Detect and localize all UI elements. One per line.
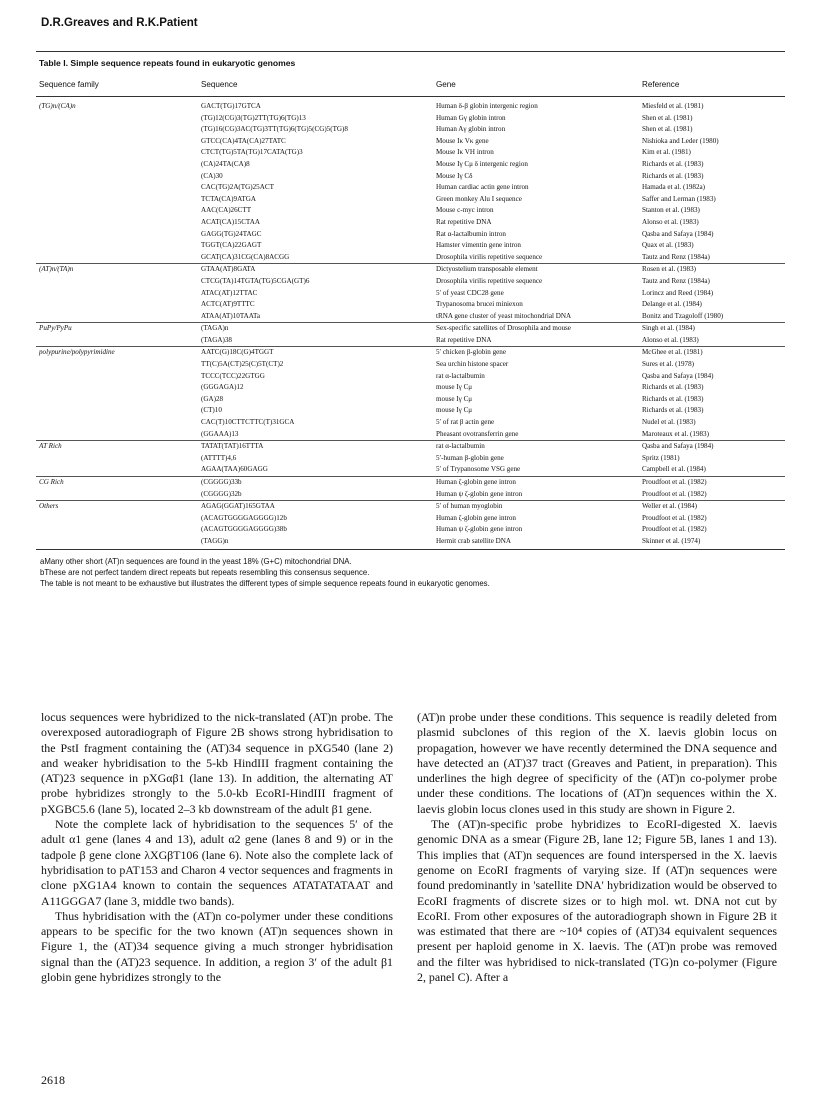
table-cell-gene: Mouse Iγ Cδ	[436, 171, 473, 180]
table-cell-gene: Hermit crab satellite DNA	[436, 536, 512, 545]
table-cell-reference: Proudfoot et al. (1982)	[642, 513, 707, 522]
table-cell-sequence: (CGGGG)32b	[201, 489, 242, 498]
table-cell-family	[36, 299, 198, 311]
table-row	[36, 240, 785, 252]
table-cell-reference: Lorincz and Reed (1984)	[642, 288, 714, 297]
paragraph: Thus hybridisation with the (AT)n co-polymer under these conditions appears to be specific for the two known (AT)n sequences shown in Figure 1, the (AT)34 sequence giving a much stronger hybridisation signal than the (AT)23 sequence. In addition, a region 3′ of the adult β1 globin gene hybridizes strongly to the	[41, 908, 393, 985]
table-cell-family	[36, 136, 198, 148]
table-cell-sequence: TGGT(CA)22GAGT	[201, 241, 262, 250]
table-cell-gene: Human Aγ globin intron	[436, 125, 506, 134]
table-cell-sequence: AGAG(GGAT)165GTAA	[198, 501, 433, 513]
paragraph: locus sequences were hybridized to the nick-translated (AT)n probe. The overexposed autoradiograph of Figure 2B shows strong hybridisation to the PstI fragment containing the (AT)34 sequence in pXG540 (lane 2) and weaker hybridisation to the 5-kb HindIII fragment containing the (AT)23 sequence in pXGαβ1 (lane 13). In addition, the alternating AT probe hybridizes strongly to the 5.0-kb EcoRI-HindIII fragment of pXGBC5.6 (lane 5), located 2–3 kb downstream of the adult β1 gene.	[41, 710, 393, 816]
table-cell-family	[36, 359, 198, 371]
table-cell-family	[36, 229, 198, 241]
table-cell-sequence: TCCC(TCC)22GTGG	[201, 371, 265, 380]
table-cell-reference: Tautz and Renz (1984a)	[642, 276, 710, 285]
table-cell-gene: rat α-lactalbumin	[436, 371, 485, 380]
table-cell-reference: Proudfoot et al. (1982)	[639, 477, 785, 489]
repeats-table	[36, 75, 785, 548]
table-cell-gene: Rat repetitive DNA	[436, 335, 492, 344]
table-cell-family	[36, 311, 198, 323]
paragraph: The (AT)n-specific probe hybridizes to EcoRI-digested X. laevis genomic DNA as a smear (Figure 2B, lane 12; Figure 5B, lanes 1 and 13). This implies that (AT)n sequences are found interspersed in the X. laevis genome on EcoRI fragments of varying size. If (AT)n sequences were found predominantly in 'satellite DNA' hybridization would be observed to EcoRI fragments of discrete sizes or to high mol. wt. DNA not cut by EcoRI. From other exposures of the autoradiograph shown in Figure 2B it was estimated that there are ~10⁴ copies of (AT)34 equivalent sequences present per haploid genome in X. laevis. The (AT)n probe was removed and the filter was hybridised to nick-translated (TG)n co-polymer (Figure 2, panel C). After a	[417, 817, 777, 985]
table-cell-sequence: GTCC(CA)4TA(CA)27TATC	[201, 136, 286, 145]
table-row	[36, 171, 785, 183]
table-cell-gene: Drosophila virilis repetitive sequence	[436, 252, 543, 261]
table-row	[36, 264, 785, 276]
table-cell-family: (AT)n/(TA)n	[36, 264, 198, 276]
table-cell-family	[36, 513, 198, 525]
table-row	[36, 323, 785, 335]
table-cell-sequence: ACAT(CA)15CTAA	[201, 217, 260, 226]
footnote-b: bThese are not perfect tandem direct repeats but repeats resembling this consensus sequence.	[40, 567, 370, 577]
table-cell-reference: Quax et al. (1983)	[642, 241, 694, 250]
table-row	[36, 252, 785, 264]
paragraph: (AT)n probe under these conditions. This sequence is readily deleted from plasmid subclones of this region of the X. laevis globin locus on propagation, however we have recently determined the DNA sequence and have detected an (AT)37 tract (Greaves and Patient, in preparation). This underlines the high degree of specificity of the (AT)n co-polymer probe under these conditions. The locations of (AT)n sequences within the X. laevis globin locus clones used in this study are shown in Figure 2.	[417, 710, 777, 816]
table-row	[36, 147, 785, 159]
table-cell-reference: Proudfoot et al. (1982)	[642, 525, 707, 534]
table-cell-gene: Sex-specific satellites of Drosophila and mouse	[433, 323, 639, 335]
table-row	[36, 124, 785, 136]
table-cell-family	[36, 171, 198, 183]
table-cell-gene: Drosophila virilis repetitive sequence	[436, 276, 543, 285]
table-cell-sequence: TT(C)5A(CT)25(C)5T(CT)2	[201, 360, 284, 369]
table-cell-sequence: GCAT(CA)31CG(CA)8ACGG	[201, 252, 290, 261]
table-cell-gene: 5′ of Trypanosome VSG gene	[436, 465, 521, 474]
table-cell-family	[36, 371, 198, 383]
table-cell-reference: Spritz (1981)	[642, 453, 680, 462]
table-cell-sequence: GAGG(TG)24TAGC	[201, 229, 262, 238]
body-column-left	[41, 710, 393, 985]
table-cell-family	[36, 288, 198, 300]
table-caption: Table I. Simple sequence repeats found in eukaryotic genomes	[39, 58, 296, 68]
table-cell-family	[36, 524, 198, 536]
table-cell-family	[36, 194, 198, 206]
table-cell-reference: Nudel et al. (1983)	[642, 418, 696, 427]
body-column-right	[417, 710, 777, 985]
table-cell-family	[36, 464, 198, 476]
table-cell-sequence: (ACAGTGGGGAGGGG)38b	[201, 525, 287, 534]
table-cell-family	[36, 394, 198, 406]
table-cell-reference: Singh et al. (1984)	[639, 323, 785, 335]
table-cell-reference: Richards et al. (1983)	[642, 394, 704, 403]
table-row	[36, 182, 785, 194]
table-row	[36, 97, 785, 113]
table-cell-gene: 5′ chicken β-globin gene	[433, 347, 639, 359]
table-cell-sequence: (CA)24TA(CA)8	[201, 159, 250, 168]
table-row	[36, 501, 785, 513]
table-cell-sequence: (GGAAA)13	[201, 429, 239, 438]
table-cell-sequence: (ATTTT)4,6	[201, 453, 237, 462]
table-cell-sequence: AAC(CA)26CTT	[201, 206, 252, 215]
table-cell-family	[36, 182, 198, 194]
table-cell-gene: Pheasant ovotransferrin gene	[436, 429, 519, 438]
table-cell-sequence: (TAGA)38	[201, 335, 232, 344]
table-cell-sequence: (CA)30	[201, 171, 223, 180]
column-header: Sequence	[198, 75, 433, 97]
table-cell-family	[36, 240, 198, 252]
table-cell-family: CG Rich	[36, 477, 198, 489]
table-row	[36, 299, 785, 311]
table-cell-gene: 5′ of rat β actin gene	[436, 418, 495, 427]
table-cell-gene: Human cardiac actin gene intron	[436, 183, 529, 192]
table-cell-sequence: (CT)10	[201, 406, 222, 415]
table-cell-reference: Campbell et al. (1984)	[642, 465, 706, 474]
table-cell-sequence: (TAGG)n	[201, 536, 229, 545]
table-cell-gene: Human ζ-globin gene intron	[433, 477, 639, 489]
table-cell-sequence: CAC(T)10CTTCTTC(T)31GCA	[201, 418, 295, 427]
table-cell-reference: Rosen et al. (1983)	[639, 264, 785, 276]
table-row	[36, 382, 785, 394]
table-cell-gene: rat α-lactalbumin	[433, 441, 639, 453]
table-cell-gene: Dictyostelium transposable element	[433, 264, 639, 276]
table-cell-reference: Proudfoot et al. (1982)	[642, 489, 707, 498]
table-cell-family	[36, 453, 198, 465]
running-header: D.R.Greaves and R.K.Patient	[41, 17, 198, 29]
table-cell-sequence: (CGGGG)33b	[198, 477, 433, 489]
table-cell-gene: tRNA gene cluster of yeast mitochondrial DNA	[436, 311, 572, 320]
table-row	[36, 429, 785, 441]
table-row	[36, 464, 785, 476]
table-row	[36, 347, 785, 359]
table-cell-reference: Nishioka and Leder (1980)	[642, 136, 719, 145]
table-cell-sequence: CTCT(TG)5TA(TG)17CATA(TG)3	[201, 148, 303, 157]
table-cell-reference: Weller et al. (1984)	[639, 501, 785, 513]
table-footnotes	[36, 550, 785, 589]
table-cell-family	[36, 217, 198, 229]
table-cell-sequence: (TG)12(CG)3(TG)2TT(TG)6(TG)13	[201, 113, 306, 122]
table-row	[36, 489, 785, 501]
table-cell-reference: Richards et al. (1983)	[642, 171, 704, 180]
table-cell-reference: Alonso et al. (1983)	[642, 335, 699, 344]
table-row	[36, 288, 785, 300]
table-cell-sequence: AATC(G)18C(G)4TGGT	[198, 347, 433, 359]
table-cell-gene: Green monkey Alu I sequence	[436, 194, 522, 203]
table-cell-family	[36, 276, 198, 288]
table-row	[36, 394, 785, 406]
table-row	[36, 513, 785, 525]
table-cell-sequence: (TAGA)n	[198, 323, 433, 335]
table-cell-gene: Human ψ ζ-globin gene intron	[436, 489, 523, 498]
table-cell-reference: Stanton et al. (1983)	[642, 206, 700, 215]
table-1	[36, 51, 785, 589]
table-cell-family	[36, 252, 198, 264]
table-cell-reference: Shen et al. (1981)	[642, 113, 693, 122]
table-cell-family	[36, 429, 198, 441]
table-row	[36, 136, 785, 148]
paragraph: Note the complete lack of hybridisation to the sequences 5′ of the adult α1 gene (lanes 4 and 13), adult α2 gene (lanes 8 and 9) or in the tadpole β gene clone λXGβT106 (lane 6). Note also the complete lack of hybridisation to pAT153 and Charon 4 vector sequences and fragments in clone pXG1A4 known to contain the sequences ATATATATAAT and A11GGGA7 (lane 3, middle two bands).	[41, 817, 393, 908]
table-cell-gene: Rat α-lactalbumin intron	[436, 229, 506, 238]
table-header-row	[36, 75, 785, 97]
table-cell-family: polypurine/polypyrimidine	[36, 347, 198, 359]
table-cell-gene: Human ζ-globin gene intron	[436, 513, 516, 522]
table-row	[36, 276, 785, 288]
table-cell-sequence: ATAA(AT)10TAATa	[201, 311, 261, 320]
table-cell-reference: Qasba and Safaya (1984)	[642, 371, 714, 380]
table-cell-reference: Hamada et al. (1982a)	[642, 183, 706, 192]
table-cell-family	[36, 405, 198, 417]
table-cell-reference: Kim et al. (1981)	[642, 148, 691, 157]
table-row	[36, 417, 785, 429]
table-cell-family	[36, 147, 198, 159]
table-cell-reference: Skinner et al. (1974)	[642, 536, 701, 545]
table-cell-family	[36, 335, 198, 347]
table-cell-sequence: GACT(TG)17GTCA	[201, 102, 261, 110]
table-cell-gene: mouse Iγ Cμ	[436, 383, 473, 392]
footnote-note: The table is not meant to be exhaustive but illustrates the different types of simple sequence repeats found in eukaryotic genomes.	[40, 578, 490, 588]
table-cell-gene: mouse Iγ Cμ	[436, 406, 473, 415]
table-cell-sequence: CAC(TG)2A(TG)25ACT	[201, 183, 274, 192]
table-cell-gene: 5′ of yeast CDC28 gene	[436, 288, 504, 297]
table-row	[36, 524, 785, 536]
table-cell-gene: mouse Iγ Cμ	[436, 394, 473, 403]
table-row	[36, 359, 785, 371]
table-row	[36, 205, 785, 217]
table-cell-gene: Mouse Iκ VH intron	[436, 148, 494, 157]
table-cell-family	[36, 536, 198, 548]
table-cell-reference: Richards et al. (1983)	[642, 159, 704, 168]
table-cell-reference: Sures et al. (1978)	[642, 360, 695, 369]
table-cell-reference: Maroteaux et al. (1983)	[642, 429, 709, 438]
table-cell-sequence: ACTC(AT)9TTTC	[201, 300, 255, 309]
table-row	[36, 405, 785, 417]
table-cell-sequence: GTAA(AT)8GATA	[198, 264, 433, 276]
table-cell-family	[36, 113, 198, 125]
table-cell-sequence: TATAT(TAT)16TTTA	[198, 441, 433, 453]
table-cell-sequence: (TG)16(CG)3AC(TG)3TT(TG)6(TG)5(CG)5(TG)8	[201, 125, 348, 134]
table-cell-sequence: ATAC(AT)12TTAC	[201, 288, 258, 297]
table-cell-sequence: TCTA(CA)9ATGA	[201, 194, 256, 203]
footnote-a: aMany other short (AT)n sequences are found in the yeast 18% (G+C) mitochondrial DNA.	[40, 556, 352, 566]
table-cell-reference: Alonso et al. (1983)	[642, 217, 699, 226]
table-row	[36, 477, 785, 489]
table-cell-gene: Human δ-β globin intergenic region	[436, 102, 538, 110]
table-cell-family	[36, 124, 198, 136]
table-cell-gene: Trypanosoma brucei miniexon	[436, 300, 523, 309]
table-cell-family: AT Rich	[36, 441, 198, 453]
table-cell-reference: McGhee et al. (1981)	[639, 347, 785, 359]
table-cell-gene: Human Gγ globin intron	[436, 113, 506, 122]
table-cell-family	[36, 205, 198, 217]
table-row	[36, 217, 785, 229]
table-cell-sequence: AGAA(TAA)60GAGG	[201, 465, 268, 474]
table-cell-sequence: (GGGAGA)12	[201, 383, 244, 392]
table-cell-reference: Tautz and Renz (1984a)	[642, 252, 710, 261]
table-cell-family: (TG)n/(CA)n	[39, 102, 76, 110]
table-cell-reference: Saffer and Lerman (1983)	[642, 194, 716, 203]
table-cell-reference: Delange et al. (1984)	[642, 300, 702, 309]
table-cell-gene: Mouse c-myc intron	[436, 206, 494, 215]
table-row	[36, 536, 785, 548]
table-row	[36, 159, 785, 171]
table-cell-reference: Shen et al. (1981)	[642, 125, 693, 134]
column-header: Gene	[433, 75, 639, 97]
column-header: Reference	[639, 75, 785, 97]
table-cell-family	[36, 417, 198, 429]
table-row	[36, 113, 785, 125]
table-cell-family	[36, 489, 198, 501]
table-row	[36, 335, 785, 347]
table-cell-sequence: CTCG(TA)14TGTA(TG)5CGA(GT)6	[201, 276, 310, 285]
table-cell-family	[36, 159, 198, 171]
table-cell-gene: 5′-human β-globin gene	[436, 453, 504, 462]
table-cell-family: Others	[36, 501, 198, 513]
table-cell-gene: Mouse Iγ Cμ δ intergenic region	[436, 159, 528, 168]
table-cell-sequence: (ACAGTGGGGAGGGG)12b	[201, 513, 287, 522]
table-row	[36, 229, 785, 241]
table-cell-reference: Richards et al. (1983)	[642, 406, 704, 415]
table-cell-gene: Human ψ ζ-globin gene intron	[436, 525, 523, 534]
page-number: 2618	[41, 1073, 65, 1087]
column-header: Sequence family	[36, 75, 198, 97]
table-cell-gene: Mouse Iκ Vκ gene	[436, 136, 489, 145]
table-cell-reference: Qasba and Safaya (1984)	[642, 229, 714, 238]
table-cell-family: PuPy/PyPu	[36, 323, 198, 335]
table-cell-gene: Rat repetitive DNA	[436, 217, 492, 226]
table-cell-family	[36, 382, 198, 394]
table-cell-reference: Miesfeld et al. (1981)	[642, 102, 704, 110]
table-row	[36, 194, 785, 206]
table-cell-sequence: (GA)28	[201, 394, 224, 403]
table-cell-reference: Bonitz and Tzagoloff (1980)	[642, 311, 724, 320]
table-row	[36, 311, 785, 323]
table-row	[36, 453, 785, 465]
table-cell-reference: Richards et al. (1983)	[642, 383, 704, 392]
table-row	[36, 371, 785, 383]
table-cell-gene: Sea urchin histone spacer	[436, 360, 509, 369]
table-row	[36, 441, 785, 453]
table-cell-gene: Hamster vimentin gene intron	[436, 241, 521, 250]
table-cell-gene: 5′ of human myoglobin	[433, 501, 639, 513]
table-cell-reference: Qasba and Safaya (1984)	[639, 441, 785, 453]
